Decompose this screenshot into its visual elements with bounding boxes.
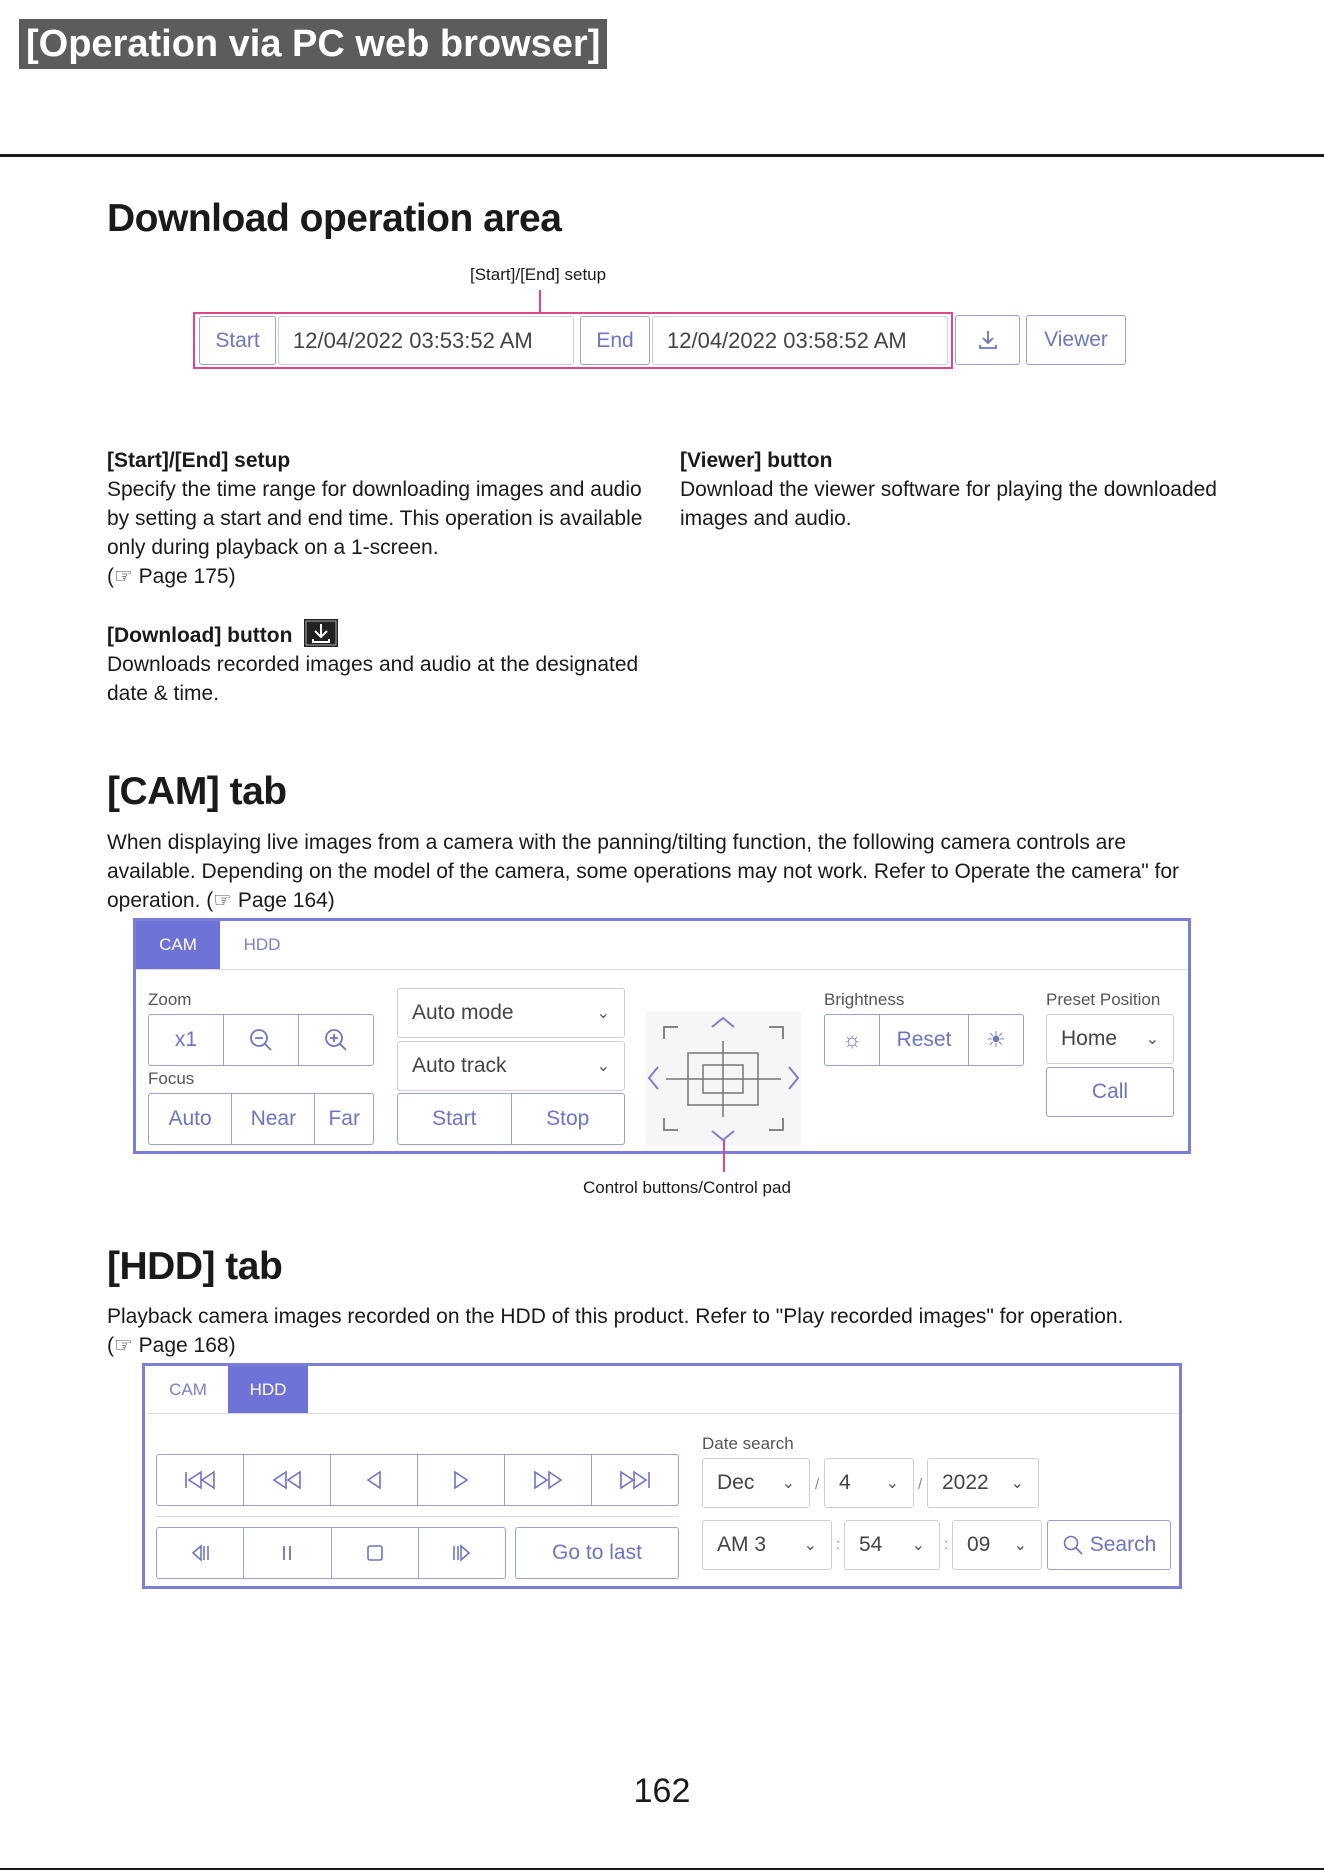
chevron-down-icon: ⌄ (781, 1475, 795, 1492)
next-frame-icon (451, 1543, 473, 1563)
focus-group (148, 1093, 374, 1145)
tab-hdd[interactable]: HDD (228, 1366, 308, 1413)
control-pad-callout-line (723, 1140, 725, 1172)
go-to-last-button[interactable]: Go to last (515, 1527, 679, 1579)
chevron-down-icon: ⌄ (1145, 1031, 1159, 1048)
brightness-reset-button[interactable]: Reset (880, 1015, 969, 1065)
pause-icon (280, 1543, 294, 1563)
tab-cam[interactable]: CAM (136, 921, 220, 969)
hdd-heading: [HDD] tab (107, 1245, 283, 1288)
startend-title: [Start]/[End] setup (107, 449, 291, 472)
zoom-out-button[interactable] (224, 1015, 299, 1065)
viewer-description (680, 446, 1240, 533)
play-button[interactable] (418, 1455, 505, 1505)
start-button[interactable]: Start (199, 316, 276, 365)
cam-tabbar (136, 921, 1188, 970)
zoom-in-icon (322, 1026, 350, 1054)
skip-last-icon (618, 1470, 652, 1490)
viewer-body: Download the viewer software for playing the downloaded images and audio. (680, 478, 1217, 530)
chevron-down-icon: ⌄ (885, 1475, 899, 1492)
hdd-intro (107, 1302, 1227, 1360)
auto-startstop-group (397, 1093, 625, 1145)
hour-value: AM 3 (717, 1533, 767, 1556)
cam-panel (133, 918, 1191, 1154)
date-separator: / (918, 1476, 923, 1493)
focus-far-button[interactable]: Far (328, 1107, 360, 1130)
reverse-play-button[interactable] (331, 1455, 418, 1505)
year-select[interactable] (927, 1458, 1039, 1508)
auto-mode-select[interactable] (397, 988, 625, 1038)
auto-track-value: Auto track (412, 1054, 507, 1077)
skip-last-button[interactable] (592, 1455, 678, 1505)
brightness-group (824, 1014, 1024, 1066)
end-button[interactable]: End (580, 316, 650, 365)
time-separator: : (944, 1536, 949, 1553)
header-rule (0, 154, 1324, 157)
stop-button[interactable] (332, 1528, 419, 1578)
playback-divider (156, 1516, 679, 1517)
viewer-button[interactable]: Viewer (1026, 315, 1126, 365)
chevron-down-icon: ⌄ (1010, 1475, 1024, 1492)
fast-forward-icon (532, 1470, 564, 1490)
playback-controls-row (156, 1454, 679, 1506)
hdd-tabbar (148, 1366, 1179, 1414)
prev-frame-button[interactable] (157, 1528, 244, 1578)
download-title: [Download] button (107, 624, 293, 647)
day-select[interactable] (824, 1458, 914, 1508)
control-pad-callout-label: Control buttons/Control pad (583, 1178, 791, 1197)
zoom-x1-button[interactable]: x1 (149, 1015, 224, 1065)
tab-hdd[interactable]: HDD (243, 935, 281, 954)
footer-rule (0, 1868, 1324, 1870)
hdd-intro-ref: (☞ Page 168) (107, 1334, 236, 1357)
sun-dim-icon: ☼ (841, 1027, 863, 1052)
preset-select[interactable] (1046, 1014, 1174, 1064)
search-label: Search (1089, 1533, 1157, 1556)
focus-label: Focus (148, 1069, 195, 1088)
auto-stop-button[interactable]: Stop (546, 1107, 590, 1130)
frame-controls-row (156, 1527, 506, 1579)
download-button-icon (304, 619, 338, 647)
preset-value: Home (1061, 1027, 1118, 1050)
brightness-label: Brightness (824, 990, 905, 1009)
date-separator: / (815, 1476, 820, 1493)
hdd-panel (142, 1363, 1182, 1589)
control-pad[interactable] (646, 1011, 801, 1146)
next-frame-button[interactable] (419, 1528, 505, 1578)
focus-auto-button[interactable]: Auto (149, 1094, 232, 1144)
startend-description (107, 446, 647, 591)
chevron-down-icon: ⌄ (1013, 1537, 1027, 1554)
auto-mode-value: Auto mode (412, 1001, 514, 1024)
download-icon (976, 328, 1000, 352)
startend-body: Specify the time range for downloading images and audio by setting a start and end time. This operation is available only during playback on a 1-screen. (107, 478, 643, 559)
brightness-down-button[interactable] (825, 1015, 880, 1065)
skip-first-button[interactable] (157, 1455, 244, 1505)
second-value: 09 (967, 1533, 991, 1556)
zoom-group (148, 1014, 374, 1066)
cam-intro: When displaying live images from a camera with the panning/tilting function, the following camera controls are available. Depending on the model of the camera, some operations may not work. Refer to Operate the camera" for operation. (☞ Page 164) (107, 831, 1180, 912)
minute-value: 54 (859, 1533, 883, 1556)
chevron-down-icon: ⌄ (803, 1537, 817, 1554)
callout-line (539, 290, 541, 312)
download-body: Downloads recorded images and audio at the designated date & time. (107, 653, 639, 705)
download-description (107, 619, 647, 708)
startend-callout-label: [Start]/[End] setup (470, 265, 607, 284)
zoom-in-button[interactable] (299, 1015, 373, 1065)
download-button[interactable] (955, 315, 1020, 365)
date-search-label: Date search (702, 1434, 794, 1453)
prev-frame-icon (189, 1543, 211, 1563)
preset-call-button[interactable]: Call (1046, 1067, 1174, 1117)
search-icon (1062, 1534, 1084, 1556)
viewer-title: [Viewer] button (680, 449, 833, 472)
page-number: 162 (633, 1772, 691, 1810)
minute-select[interactable] (844, 1520, 940, 1570)
second-select[interactable] (952, 1520, 1042, 1570)
play-icon (452, 1470, 470, 1490)
focus-near-button[interactable]: Near (232, 1094, 315, 1144)
fast-rewind-button[interactable] (244, 1455, 331, 1505)
hour-select[interactable] (702, 1520, 832, 1570)
skip-first-icon (183, 1470, 217, 1490)
hdd-intro-text: Playback camera images recorded on the HDD of this product. Refer to "Play recorded images" for operation. (107, 1305, 1124, 1328)
preset-label: Preset Position (1046, 990, 1161, 1009)
search-button[interactable] (1047, 1520, 1171, 1570)
cam-heading: [CAM] tab (107, 770, 287, 813)
chevron-down-icon: ⌄ (596, 1058, 610, 1075)
end-datetime-field[interactable]: 12/04/2022 03:58:52 AM (652, 316, 948, 365)
control-pad-icon (646, 1011, 801, 1146)
month-select[interactable] (702, 1458, 810, 1508)
fast-forward-button[interactable] (505, 1455, 592, 1505)
zoom-out-icon (247, 1026, 275, 1054)
reverse-play-icon (365, 1470, 383, 1490)
download-heading: Download operation area (107, 197, 562, 240)
year-value: 2022 (942, 1471, 989, 1494)
start-datetime-field[interactable]: 12/04/2022 03:53:52 AM (278, 316, 574, 365)
auto-start-button[interactable]: Start (398, 1094, 512, 1144)
stop-icon (366, 1544, 384, 1562)
time-separator: : (836, 1536, 841, 1553)
tab-cam[interactable]: CAM (169, 1379, 207, 1399)
chevron-down-icon: ⌄ (596, 1005, 610, 1022)
startend-ref: (☞ Page 175) (107, 565, 236, 588)
month-value: Dec (717, 1471, 755, 1494)
chevron-down-icon: ⌄ (911, 1537, 925, 1554)
zoom-label: Zoom (148, 990, 192, 1009)
pause-button[interactable] (244, 1528, 331, 1578)
section-header: [Operation via PC web browser] (19, 19, 607, 69)
fast-rewind-icon (271, 1470, 303, 1490)
brightness-up-button[interactable] (969, 1015, 1023, 1065)
day-value: 4 (839, 1471, 851, 1494)
auto-track-select[interactable] (397, 1041, 625, 1091)
sun-bright-icon: ☀ (986, 1027, 1006, 1052)
